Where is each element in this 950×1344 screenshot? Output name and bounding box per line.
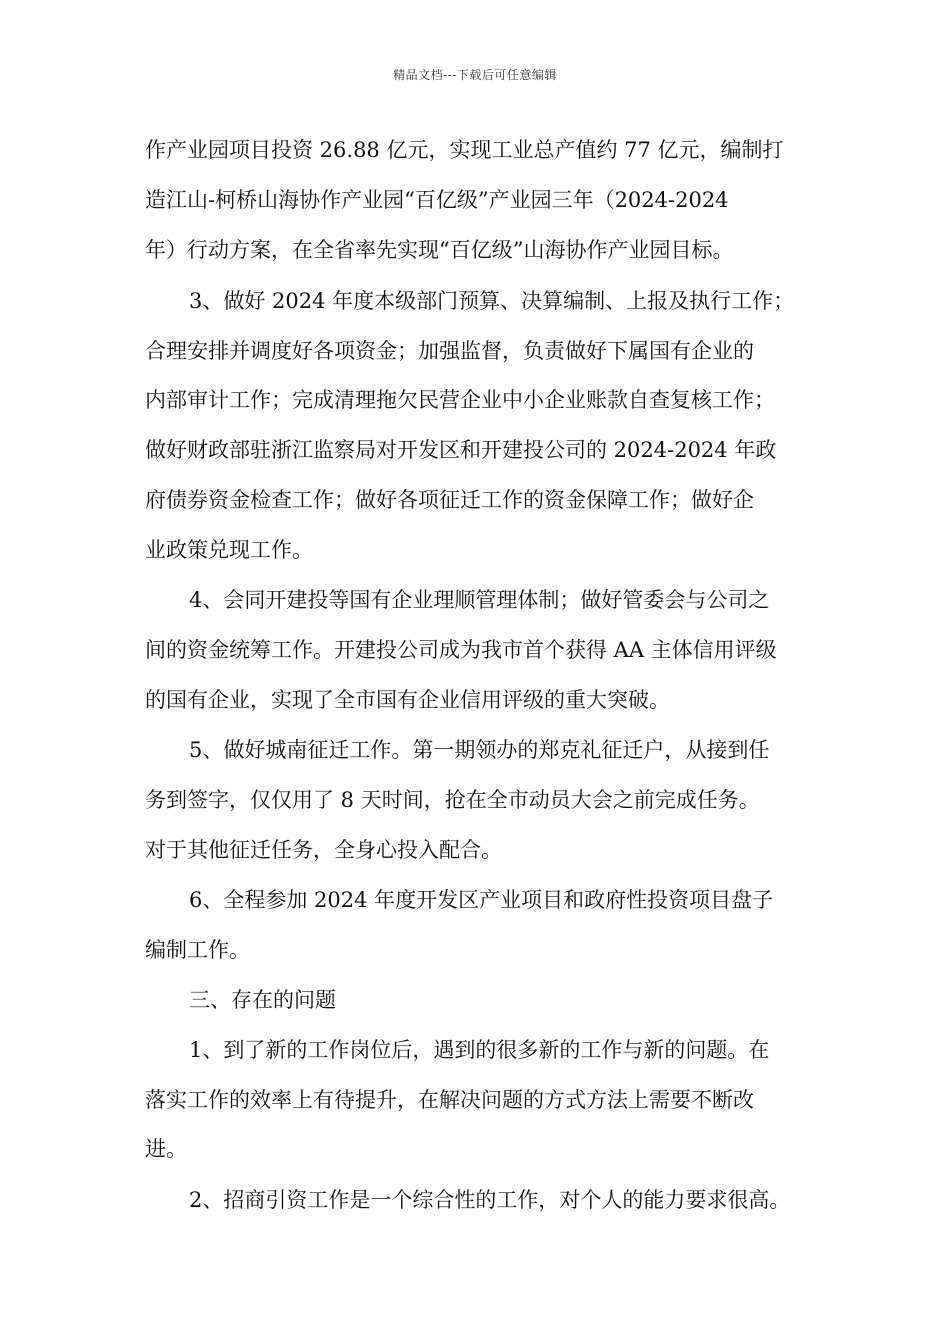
- paragraph-3-first-line: 3、做好 2024 年度本级部门预算、决算编制、上报及执行工作；: [189, 289, 795, 313]
- paragraph-4-first-line: 4、会同开建投等国有企业理顺管理体制；做好管委会与公司之: [189, 588, 770, 612]
- body-line: 的国有企业，实现了全市国有企业信用评级的重大突破。: [145, 688, 670, 712]
- problem-1-first-line: 1、到了新的工作岗位后，遇到的很多新的工作与新的问题。在: [189, 1038, 770, 1062]
- body-line: 造江山-柯桥山海协作产业园“百亿级”产业园三年（2024-2024: [145, 188, 729, 212]
- paragraph-5-first-line: 5、做好城南征迁工作。第一期领办的郑克礼征迁户，从接到任: [189, 738, 770, 762]
- body-line: 编制工作。: [145, 938, 250, 962]
- body-line: 内部审计工作；完成清理拖欠民营企业中小企业账款自查复核工作；: [145, 388, 775, 412]
- body-line: 进。: [145, 1137, 187, 1161]
- body-line: 府债券资金检查工作；做好各项征迁工作的资金保障工作；做好企: [145, 488, 754, 512]
- body-line: 作产业园项目投资 26.88 亿元，实现工业总产值约 77 亿元，编制打: [145, 138, 784, 162]
- body-line: 落实工作的效率上有待提升，在解决问题的方式方法上需要不断改: [145, 1088, 754, 1112]
- body-line: 务到签字，仅仅用了 8 天时间，抢在全市动员大会之前完成任务。: [145, 788, 760, 812]
- body-line: 合理安排并调度好各项资金；加强监督，负责做好下属国有企业的: [145, 339, 754, 363]
- body-line: 间的资金统筹工作。开建投公司成为我市首个获得 AA 主体信用评级: [145, 638, 777, 662]
- body-line: 做好财政部驻浙江监察局对开发区和开建投公司的 2024-2024 年政: [145, 438, 777, 462]
- page-header: 精品文档---下载后可任意编辑: [393, 68, 557, 82]
- body-line: 年）行动方案，在全省率先实现“百亿级”山海协作产业园目标。: [145, 238, 734, 262]
- section-heading: 三、存在的问题: [189, 988, 336, 1012]
- body-line: 对于其他征迁任务，全身心投入配合。: [145, 838, 502, 862]
- problem-2-first-line: 2、招商引资工作是一个综合性的工作，对个人的能力要求很高。: [189, 1188, 791, 1212]
- body-line: 业政策兑现工作。: [145, 538, 313, 562]
- paragraph-6-first-line: 6、全程参加 2024 年度开发区产业项目和政府性投资项目盘子: [189, 888, 774, 912]
